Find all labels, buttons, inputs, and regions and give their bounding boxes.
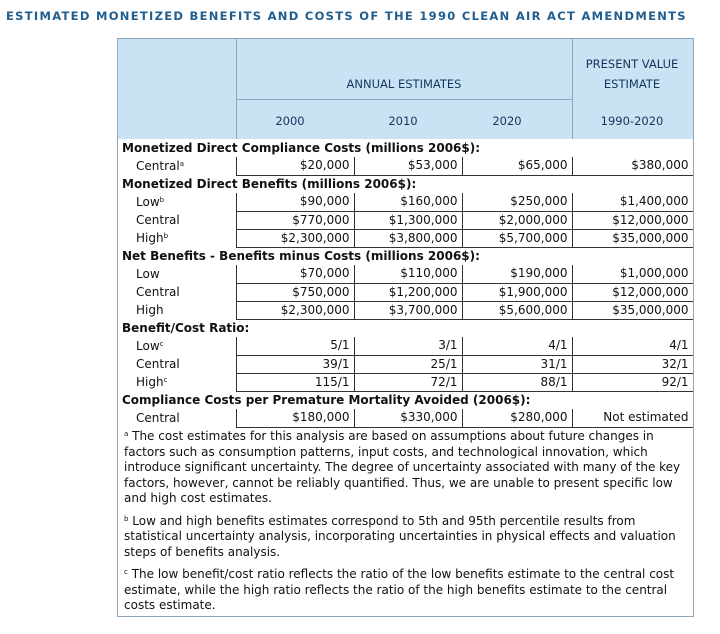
footnote-text: The low benefit/cost ratio reflects the ratio of the low benefits estimate to the central cost estimate, while the high ratio reflects the ratio of the high benefits estimate to the central costs estimate.	[124, 567, 675, 612]
row-label-text: Central	[136, 158, 180, 173]
row-label-text: Central	[136, 284, 180, 299]
table-cell: 32/1	[572, 355, 693, 373]
section-title: Compliance Costs per Premature Mortality Avoided (2006$):	[122, 392, 531, 407]
row-label-text: Low	[136, 194, 160, 209]
row-label-text: Central	[136, 410, 180, 425]
table-cell: $65,000	[462, 157, 572, 175]
table-cell: $5,600,000	[462, 301, 572, 319]
col-header-present-value: 1990-2020	[600, 114, 664, 128]
table-cell: 88/1	[462, 373, 572, 391]
annual-estimates-heading: ANNUAL ESTIMATES	[346, 77, 462, 91]
table-cell: $330,000	[354, 409, 462, 427]
row-label-text: Central	[136, 356, 180, 371]
table-cell: $1,400,000	[572, 193, 693, 211]
table-cell: $35,000,000	[572, 301, 693, 319]
table-cell: 5/1	[236, 337, 354, 355]
row-label-text: High	[136, 302, 164, 317]
row-label-text: High	[136, 374, 164, 389]
row-label-text: High	[136, 230, 164, 245]
table-cell: $35,000,000	[572, 229, 693, 247]
present-value-heading: PRESENT VALUE	[585, 57, 679, 71]
footnote-marker: c	[163, 375, 168, 384]
section-title: Monetized Direct Compliance Costs (millions 2006$):	[122, 140, 481, 155]
footnote-marker: a	[124, 430, 129, 438]
footnote-text: Low and high benefits estimates correspond to 5th and 95th percentile results from statistical uncertainty analysis, incorporating uncertainties in physical effects and valuation steps of benefits analysis.	[124, 513, 676, 559]
table-cell: $70,000	[236, 265, 354, 283]
footnotes	[124, 429, 688, 621]
table-cell: $110,000	[354, 265, 462, 283]
table-cell: $1,900,000	[462, 283, 572, 301]
row-label-text: Low	[136, 338, 160, 353]
table-cell: 92/1	[572, 373, 693, 391]
col-header-2020: 2020	[492, 114, 522, 128]
table-cell: $53,000	[354, 157, 462, 175]
footnote-marker: b	[124, 514, 129, 523]
table-cell: $750,000	[236, 283, 354, 301]
table-cell: 3/1	[354, 337, 462, 355]
section-title: Monetized Direct Benefits (millions 2006$):	[122, 176, 417, 191]
table-cell: $190,000	[462, 265, 572, 283]
table-cell: Not estimated	[572, 409, 693, 427]
table-cell: $3,700,000	[354, 301, 462, 319]
table-cell: $1,200,000	[354, 283, 462, 301]
footnote-marker: b	[159, 195, 165, 204]
table-cell: $380,000	[572, 157, 693, 175]
table-cell: $2,300,000	[236, 229, 354, 247]
footnote-marker: c	[159, 339, 164, 348]
section-title: Net Benefits - Benefits minus Costs (millions 2006$):	[122, 248, 480, 263]
table-cell: $280,000	[462, 409, 572, 427]
table-cell: $1,300,000	[354, 211, 462, 229]
table-cell: $770,000	[236, 211, 354, 229]
table-cell: 4/1	[462, 337, 572, 355]
footnote-marker: c	[124, 568, 128, 576]
table-cell: 4/1	[572, 337, 693, 355]
table-cell: 115/1	[236, 373, 354, 391]
page-title: ESTIMATED MONETIZED BENEFITS AND COSTS OF THE 1990 CLEAN AIR ACT AMENDMENTS	[6, 9, 687, 23]
present-value-heading-2: ESTIMATE	[603, 77, 661, 91]
row-label-text: Low	[136, 266, 160, 281]
footnote-marker: a	[179, 159, 184, 168]
table-cell: $12,000,000	[572, 283, 693, 301]
footnote	[124, 567, 688, 614]
table-cell: $2,000,000	[462, 211, 572, 229]
table-cell: $250,000	[462, 193, 572, 211]
table-cell: 72/1	[354, 373, 462, 391]
table-cell: $2,300,000	[236, 301, 354, 319]
table-cell: 25/1	[354, 355, 462, 373]
footnote	[124, 514, 688, 561]
table-cell: $20,000	[236, 157, 354, 175]
table-cell: $180,000	[236, 409, 354, 427]
table-cell: 31/1	[462, 355, 572, 373]
col-header-2000: 2000	[275, 114, 305, 128]
footnote-text: The cost estimates for this analysis are based on assumptions about future changes in factors such as consumption patterns, input costs, and technological innovation, which introduce significant uncertainty. The degree of uncertainty associated with many of the key factors, however, cannot be reliably quantified. Thus, we are unable to present specific low and high cost estimates.	[124, 429, 681, 505]
footnote	[124, 429, 688, 507]
section-title: Benefit/Cost Ratio:	[122, 320, 250, 335]
col-header-2010: 2010	[388, 114, 418, 128]
table-cell: $1,000,000	[572, 265, 693, 283]
table-cell: $160,000	[354, 193, 462, 211]
table-cell: $90,000	[236, 193, 354, 211]
table-cell: 39/1	[236, 355, 354, 373]
table-cell: $12,000,000	[572, 211, 693, 229]
footnote-marker: b	[163, 231, 169, 240]
row-label-text: Central	[136, 212, 180, 227]
table-cell: $3,800,000	[354, 229, 462, 247]
table-cell: $5,700,000	[462, 229, 572, 247]
